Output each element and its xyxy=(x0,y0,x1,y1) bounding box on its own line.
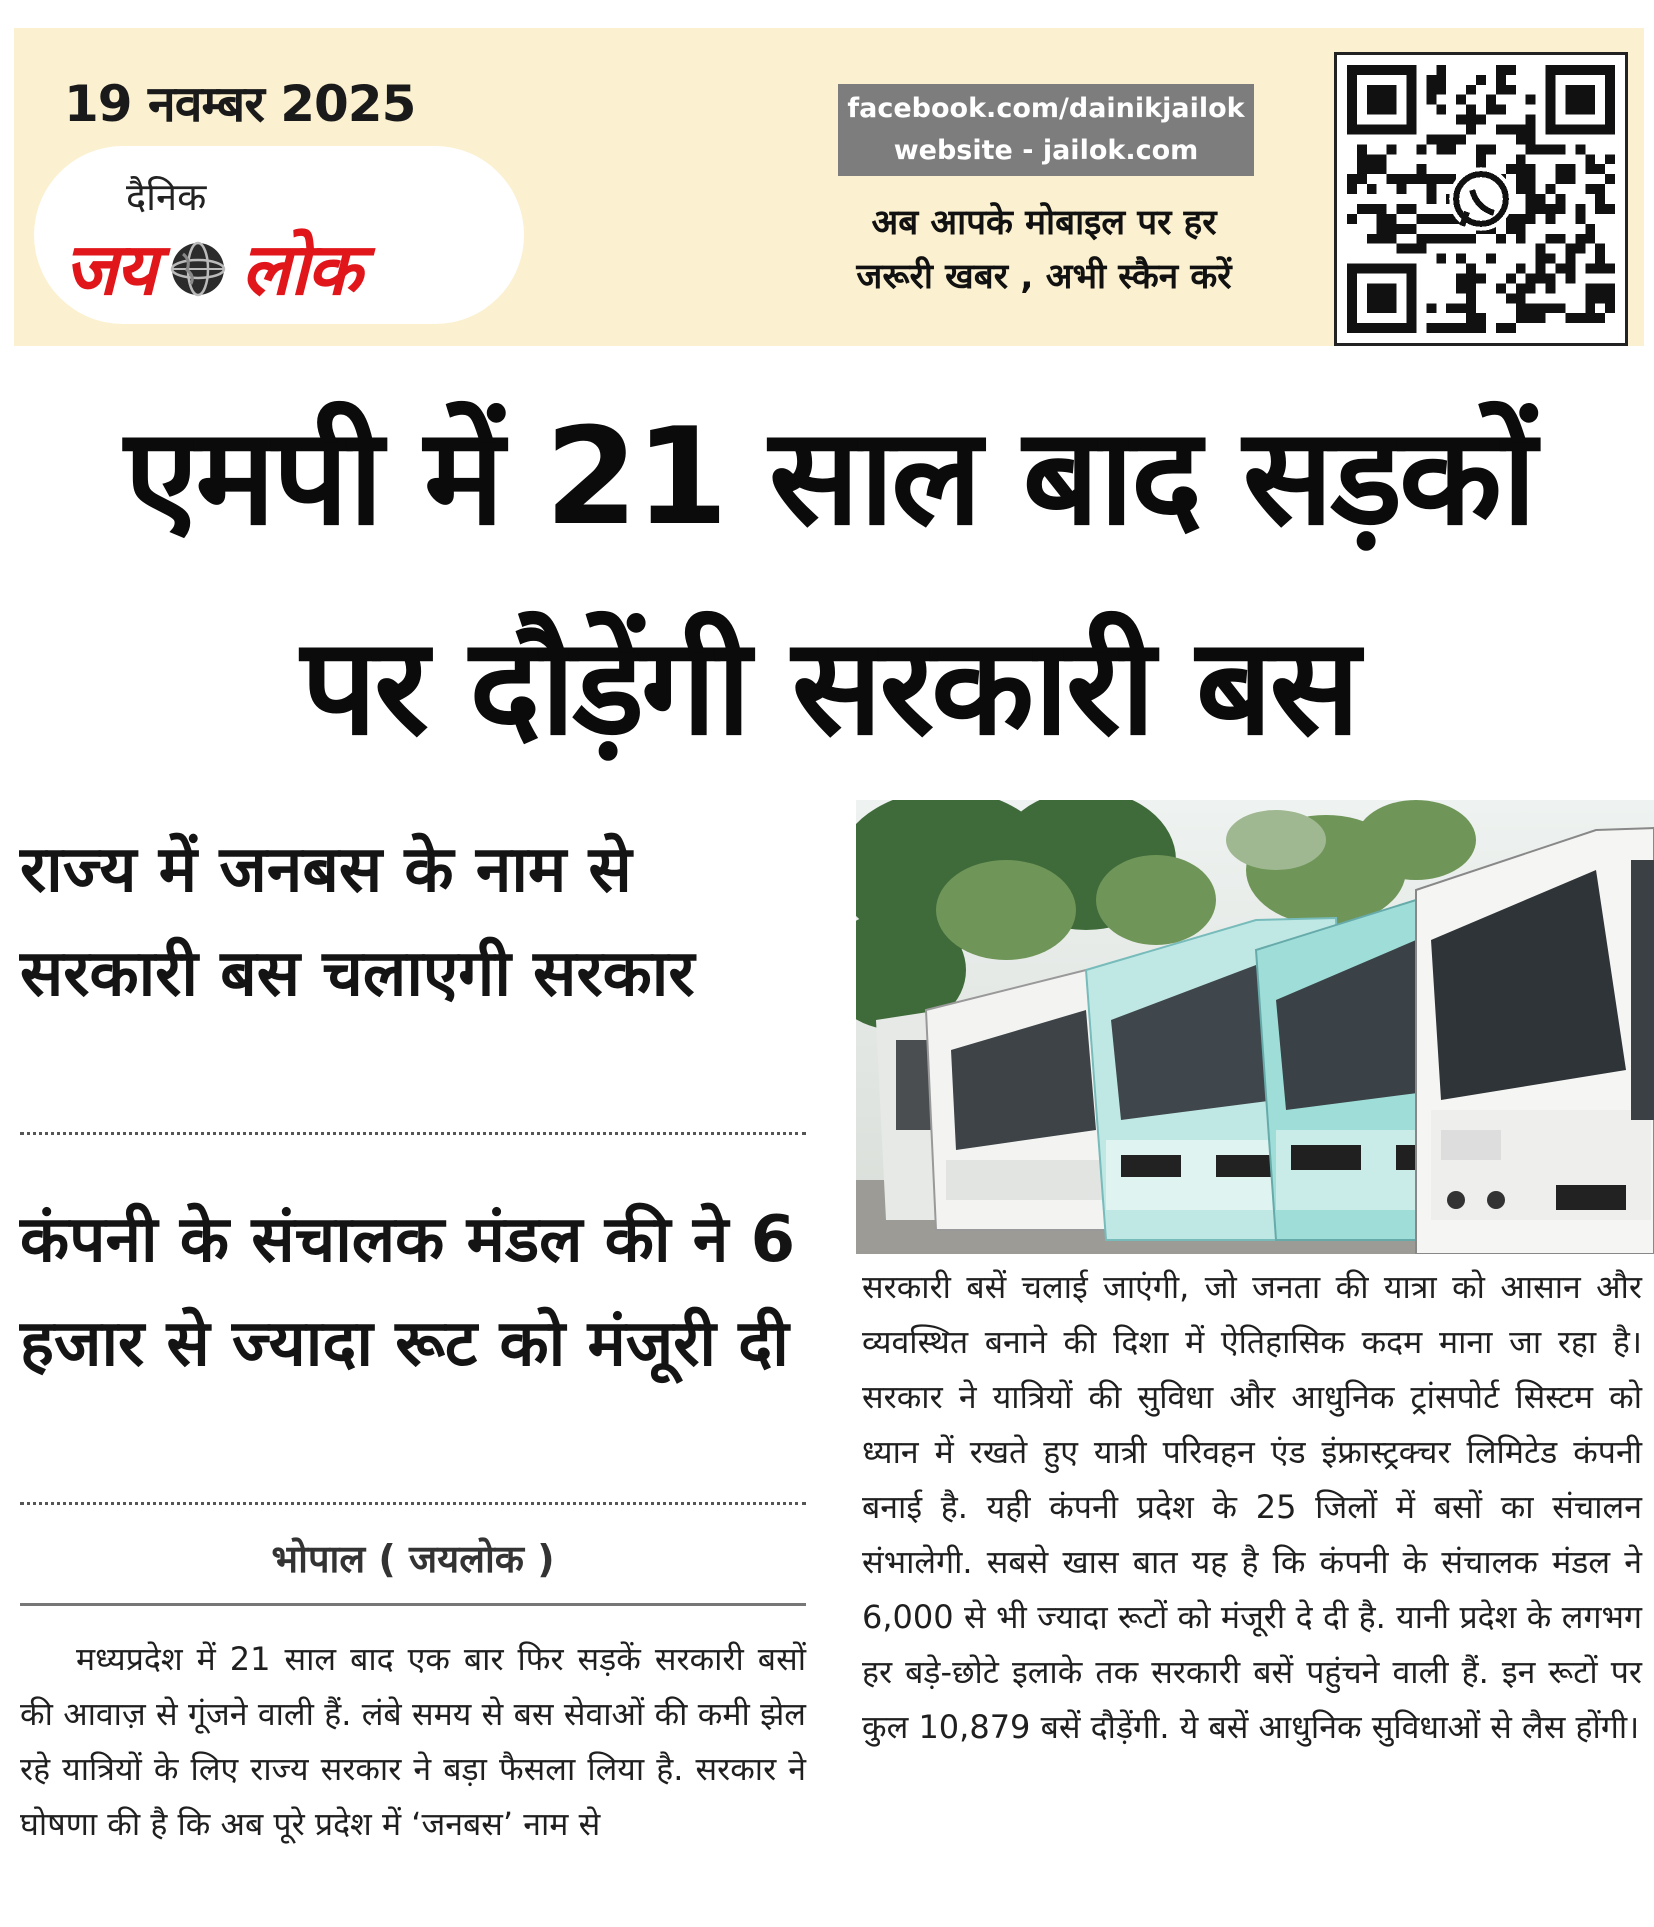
logo-dainik: दैनिक xyxy=(126,175,207,219)
scan-promo xyxy=(794,196,1294,304)
headline-line-1: एमपी में 21 साल बाद सड़कों xyxy=(124,399,1534,555)
dotted-divider xyxy=(20,1132,806,1135)
social-links[interactable] xyxy=(838,84,1254,176)
issue-date: 19 नवम्बर 2025 xyxy=(64,75,416,133)
promo-line-2: जरूरी खबर , अभी स्कैन करें xyxy=(856,257,1232,297)
website-link[interactable]: website - jailok.com xyxy=(893,135,1199,166)
main-headline xyxy=(14,372,1644,792)
dateline: भोपाल ( जयलोक ) xyxy=(271,1537,555,1581)
logo-word-lok: लोक xyxy=(241,227,360,311)
newspaper-logo[interactable] xyxy=(34,146,524,324)
qr-code[interactable] xyxy=(1334,52,1628,346)
promo-line-1: अब आपके मोबाइल पर हर xyxy=(871,203,1217,243)
article-body-right: सरकारी बसें चलाई जाएंगी, जो जनता की यात्रा को आसान और व्यवस्थित बनाने की दिशा में ऐतिहासिक कदम माना जा रहा है। सरकार ने यात्रियों की सुविधा और आधुनिक ट्रांसपोर्ट सिस्टम को ध्यान में रखते हुए यात्री परिवहन एंड इंफ्रास्ट्रक्चर लिमिटेड कंपनी बनाई है. यही कंपनी प्रदेश के 25 जिलों में बसों का संचालन संभालेगी. सबसे खास बात यह है कि कंपनी के संचालक मंडल ने 6,000 से भी ज्यादा रूटों को मंजूरी दे दी है. यानी प्रदेश के लगभग हर बड़े-छोटे इलाके तक सरकारी बसें पहुंचने वाली हैं. इन रूटों पर कुल 10,879 बसें दौड़ेंगी. ये बसें आधुनिक सुविधाओं से लैस होंगी। xyxy=(862,1268,1642,1746)
rule-divider xyxy=(20,1603,806,1606)
logo-word-jai: जय xyxy=(64,227,156,311)
sub-headline-2: कंपनी के संचालक मंडल की ने 6 हजार से ज्यादा रूट को मंजूरी दी xyxy=(20,1203,796,1381)
sub-headline-1: राज्य में जनबस के नाम से सरकारी बस चलाएगी सरकार xyxy=(20,833,695,1011)
globe-icon xyxy=(169,240,227,298)
bus-fleet-photo-icon xyxy=(856,800,1654,1254)
dotted-divider xyxy=(20,1502,806,1505)
whatsapp-qr-code-icon xyxy=(1337,55,1625,343)
headline-line-2: पर दौड़ेंगी सरकारी बस xyxy=(300,609,1358,765)
facebook-link[interactable]: facebook.com/dainikjailok xyxy=(847,93,1245,124)
article-body-left: मध्यप्रदेश में 21 साल बाद एक बार फिर सड़कें सरकारी बसों की आवाज़ से गूंजने वाली हैं. लंबे समय से बस सेवाओं की कमी झेल रहे यात्रियों के लिए राज्य सरकार ने बड़ा फैसला लिया है. सरकार ने घोषणा की है कि अब पूरे प्रदेश में ‘जनबस’ नाम से xyxy=(20,1640,806,1843)
masthead xyxy=(14,28,1644,346)
